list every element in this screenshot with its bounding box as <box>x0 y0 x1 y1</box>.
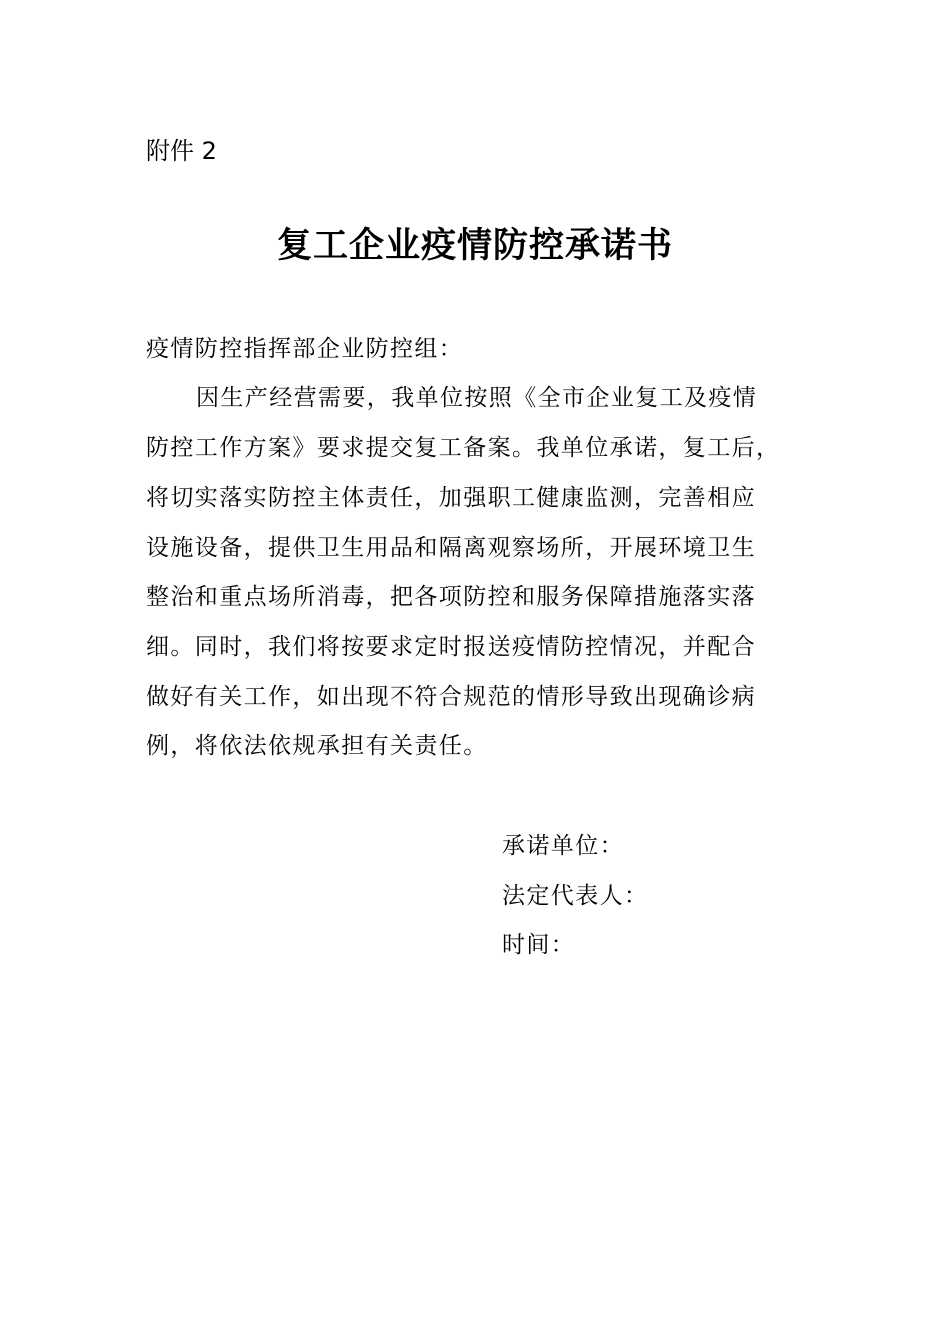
signature-unit-label: 承诺单位： <box>502 833 624 859</box>
body-line: 设施设备，提供卫生用品和隔离观察场所，开展环境卫生 <box>146 535 756 561</box>
body-line: 防控工作方案》要求提交复工备案。我单位承诺，复工后， <box>146 435 781 461</box>
signature-representative-label: 法定代表人： <box>502 883 649 909</box>
signature-time-label: 时间： <box>502 932 576 958</box>
body-line: 因生产经营需要，我单位按照《全市企业复工及疫情 <box>196 385 758 411</box>
body-line: 做好有关工作，如出现不符合规范的情形导致出现确诊病 <box>146 684 756 710</box>
salutation: 疫情防控指挥部企业防控组： <box>146 336 464 362</box>
body-line: 细。同时，我们将按要求定时报送疫情防控情况，并配合 <box>146 634 756 660</box>
body-line: 将切实落实防控主体责任，加强职工健康监测，完善相应 <box>146 485 756 511</box>
attachment-label: 附件 2 <box>146 137 217 165</box>
body-line: 整治和重点场所消毒，把各项防控和服务保障措施落实落 <box>146 584 756 610</box>
document-title: 复工企业疫情防控承诺书 <box>276 225 673 266</box>
body-line: 例，将依法依规承担有关责任。 <box>146 733 488 759</box>
